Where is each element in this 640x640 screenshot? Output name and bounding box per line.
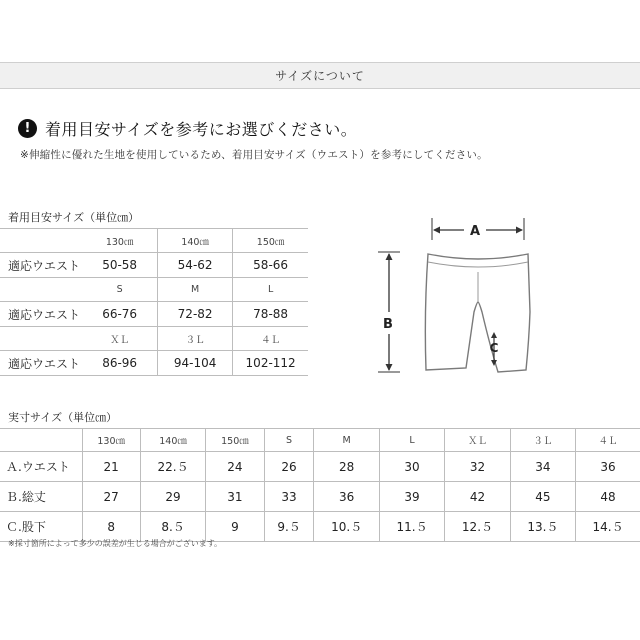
size-guide-row-label: 適応ウエスト: [0, 253, 82, 278]
size-guide-header-row: [0, 229, 308, 253]
actual-size-cell: 39: [379, 482, 444, 512]
actual-size-column-header: ＸＬ: [445, 429, 510, 452]
footnote: ※採寸箇所によって多少の誤差が生じる場合がございます。: [8, 539, 223, 548]
notice: [18, 117, 357, 140]
size-guide-value: 78-88: [233, 302, 308, 327]
actual-size-column-header: L: [379, 429, 444, 452]
size-guide-header: ＸＬ: [82, 327, 157, 351]
actual-size-column-header: S: [264, 429, 314, 452]
actual-size-column-header: 140㎝: [140, 429, 205, 452]
actual-size-cell: 14.５: [576, 512, 640, 542]
actual-size-cell: 36: [314, 482, 379, 512]
actual-size-cell: 22.５: [140, 452, 205, 482]
actual-size-cell: 30: [379, 452, 444, 482]
actual-size-cell: 33: [264, 482, 314, 512]
size-guide-header: L: [233, 278, 308, 302]
actual-size-cell: 9.５: [264, 512, 314, 542]
actual-size-cell: 8.５: [140, 512, 205, 542]
actual-size-cell: 36: [576, 452, 640, 482]
size-guide-value: 94-104: [158, 351, 233, 376]
actual-size-row: [0, 482, 640, 512]
actual-size-column-header: ３Ｌ: [510, 429, 575, 452]
size-guide-value-row: [0, 253, 308, 278]
actual-size-cell: 48: [576, 482, 640, 512]
size-guide-header: ４Ｌ: [233, 327, 308, 351]
actual-size-cell: 9: [206, 512, 264, 542]
waistband-line: [428, 262, 528, 267]
size-guide-header: 150㎝: [233, 229, 308, 253]
shorts-outline: [425, 254, 530, 372]
size-guide-value-row: [0, 302, 308, 327]
exclamation-icon: !: [18, 119, 37, 138]
actual-size-cell: 42: [445, 482, 510, 512]
actual-size-column-header: M: [314, 429, 379, 452]
actual-size-table: [0, 428, 640, 542]
actual-size-cell: 21: [82, 452, 140, 482]
size-guide-header: 140㎝: [158, 229, 233, 253]
actual-size-cell: 10.５: [314, 512, 379, 542]
size-guide-row-label: 適応ウエスト: [0, 302, 82, 327]
actual-size-row-label: Ａ.ウエスト: [0, 452, 82, 482]
actual-size-cell: 29: [140, 482, 205, 512]
notice-sub-text: ※伸縮性に優れた生地を使用しているため、着用目安サイズ（ウエスト）を参考にしてください。: [20, 149, 488, 161]
section-header-title: サイズについて: [275, 69, 365, 83]
shorts-diagram: [370, 212, 540, 382]
size-guide-header: M: [158, 278, 233, 302]
actual-size-column-header: ４Ｌ: [576, 429, 640, 452]
actual-size-cell: 8: [82, 512, 140, 542]
size-guide-row-label: 適応ウエスト: [0, 351, 82, 376]
shorts-diagram-svg: [370, 212, 540, 382]
dimension-b-label: B: [383, 317, 393, 332]
actual-size-column-header: 130㎝: [82, 429, 140, 452]
actual-size-cell: 12.５: [445, 512, 510, 542]
size-guide-value: 50-58: [82, 253, 157, 278]
actual-size-header-row: [0, 429, 640, 452]
actual-size-cell: 13.５: [510, 512, 575, 542]
actual-size-cell: 26: [264, 452, 314, 482]
actual-size-cell: 28: [314, 452, 379, 482]
actual-size-row: [0, 512, 640, 542]
size-guide-value: 102-112: [233, 351, 308, 376]
actual-size-row: [0, 452, 640, 482]
size-guide-value: 58-66: [233, 253, 308, 278]
actual-size-cell: 45: [510, 482, 575, 512]
dimension-c-label: C: [489, 341, 499, 355]
actual-size-row-label: Ｂ.総丈: [0, 482, 82, 512]
size-guide-header: 130㎝: [82, 229, 157, 253]
actual-size-cell: 27: [82, 482, 140, 512]
actual-size-title: 実寸サイズ（単位㎝）: [8, 411, 118, 424]
size-guide-header-row: [0, 278, 308, 302]
size-guide-value: 72-82: [158, 302, 233, 327]
size-guide-value: 66-76: [82, 302, 157, 327]
size-guide-header: S: [82, 278, 157, 302]
size-guide-value: 54-62: [158, 253, 233, 278]
size-guide-value: 86-96: [82, 351, 157, 376]
section-header: [0, 62, 640, 89]
actual-size-row-label: Ｃ.股下: [0, 512, 82, 542]
size-guide-title: 着用目安サイズ（単位㎝）: [8, 211, 140, 224]
actual-size-column-header: 150㎝: [206, 429, 264, 452]
actual-size-cell: 34: [510, 452, 575, 482]
notice-main-text: 着用目安サイズを参考にお選びください。: [45, 120, 358, 139]
actual-size-cell: 32: [445, 452, 510, 482]
actual-size-cell: 31: [206, 482, 264, 512]
dimension-a-label: A: [469, 224, 481, 239]
size-guide-header: ３Ｌ: [158, 327, 233, 351]
size-guide-value-row: [0, 351, 308, 376]
size-guide-header-row: [0, 327, 308, 351]
actual-size-cell: 24: [206, 452, 264, 482]
size-guide-table: [0, 228, 308, 376]
actual-size-cell: 11.５: [379, 512, 444, 542]
